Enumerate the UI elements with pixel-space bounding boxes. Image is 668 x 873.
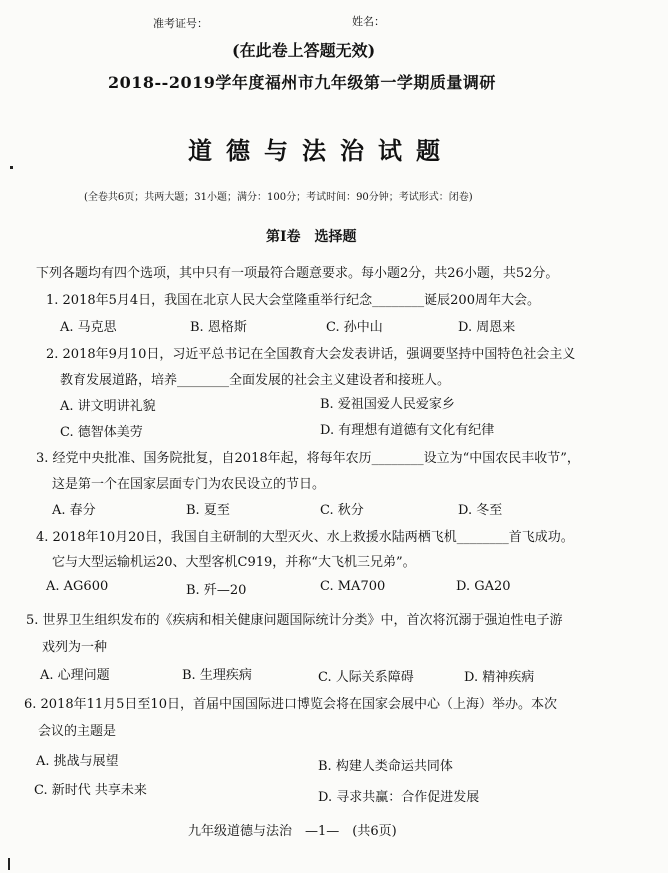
exam-id-label: 准考证号： <box>153 17 208 30</box>
option-c: C. 孙中山 <box>326 320 383 335</box>
option-a: A. 春分 <box>52 503 96 518</box>
option-b: B. 爱祖国爱人民爱家乡 <box>320 397 455 412</box>
question-stem-continued: 它与大型运输机运20、大型客机C919，并称“大飞机三兄弟”。 <box>52 555 416 570</box>
option-b: B. 生理疾病 <box>182 668 252 683</box>
section-title: 第Ⅰ卷 选择题 <box>266 229 357 245</box>
option-c: C. 人际关系障碍 <box>318 670 414 685</box>
question-stem: 6. 2018年11月5日至10日，首届中国国际进口博览会将在国家会展中心（上海）举办。本次 <box>24 697 557 712</box>
scan-speck <box>8 858 10 870</box>
exam-info: (全卷共6页；共两大题；31小题；满分：100分；考试时间：90分钟；考试形式：闭卷) <box>84 192 473 203</box>
option-d: D. 周恩来 <box>458 320 516 335</box>
scan-speck <box>10 166 13 169</box>
exam-session: 2018--2019学年度福州市九年级第一学期质量调研 <box>108 73 496 92</box>
question-stem: 1. 2018年5月4日，我国在北京人民大会堂隆重举行纪念________诞辰200周年大会。 <box>46 293 540 308</box>
option-c: C. MA700 <box>320 579 386 594</box>
option-d: D. 精神疾病 <box>464 670 535 685</box>
section-instructions: 下列各题均有四个选项，其中只有一项最符合题意要求。每小题2分，共26小题，共52分。 <box>36 266 559 281</box>
option-d: D. 有理想有道德有文化有纪律 <box>320 423 495 438</box>
page-footer: 九年级道德与法治 —1— (共6页) <box>188 824 397 839</box>
option-b: B. 恩格斯 <box>190 320 247 335</box>
option-d: D. GA20 <box>456 579 511 594</box>
invalid-notice: (在此卷上答题无效) <box>232 41 376 60</box>
option-b: B. 歼—20 <box>186 583 247 598</box>
name-label: 姓名： <box>352 15 385 28</box>
option-a: A. 马克思 <box>60 320 117 335</box>
option-a: A. 心理问题 <box>40 668 110 683</box>
subject-title: 道德与法治试题 <box>188 136 454 165</box>
question-stem-continued: 这是第一个在国家层面专门为农民设立的节日。 <box>52 477 326 492</box>
question-stem-continued: 戏列为一种 <box>42 640 108 655</box>
option-d: D. 冬至 <box>458 503 503 518</box>
question-stem: 5. 世界卫生组织发布的《疾病和相关健康问题国际统计分类》中，首次将沉溺于强迫性电子游 <box>26 613 563 628</box>
option-a: A. 挑战与展望 <box>36 754 119 769</box>
option-c: C. 新时代 共享未来 <box>34 783 147 798</box>
option-d: D. 寻求共赢：合作促进发展 <box>318 790 480 805</box>
question-stem: 3. 经党中央批准、国务院批复，自2018年起，将每年农历________设立为“中国农民丰收节”， <box>36 451 580 466</box>
option-b: B. 构建人类命运共同体 <box>318 759 453 774</box>
option-c: C. 德智体美劳 <box>60 425 143 440</box>
question-stem-continued: 教育发展道路，培养________全面发展的社会主义建设者和接班人。 <box>60 373 451 388</box>
question-stem: 4. 2018年10月20日，我国自主研制的大型灭火、水上救援水陆两栖飞机________首飞成功。 <box>36 530 574 545</box>
question-stem: 2. 2018年9月10日，习近平总书记在全国教育大会发表讲话，强调要坚持中国特色社会主义 <box>46 347 576 362</box>
option-c: C. 秋分 <box>320 503 364 518</box>
option-a: A. AG600 <box>46 579 109 594</box>
question-stem-continued: 会议的主题是 <box>38 724 117 739</box>
option-b: B. 夏至 <box>186 503 230 518</box>
option-a: A. 讲文明讲礼貌 <box>60 399 156 414</box>
